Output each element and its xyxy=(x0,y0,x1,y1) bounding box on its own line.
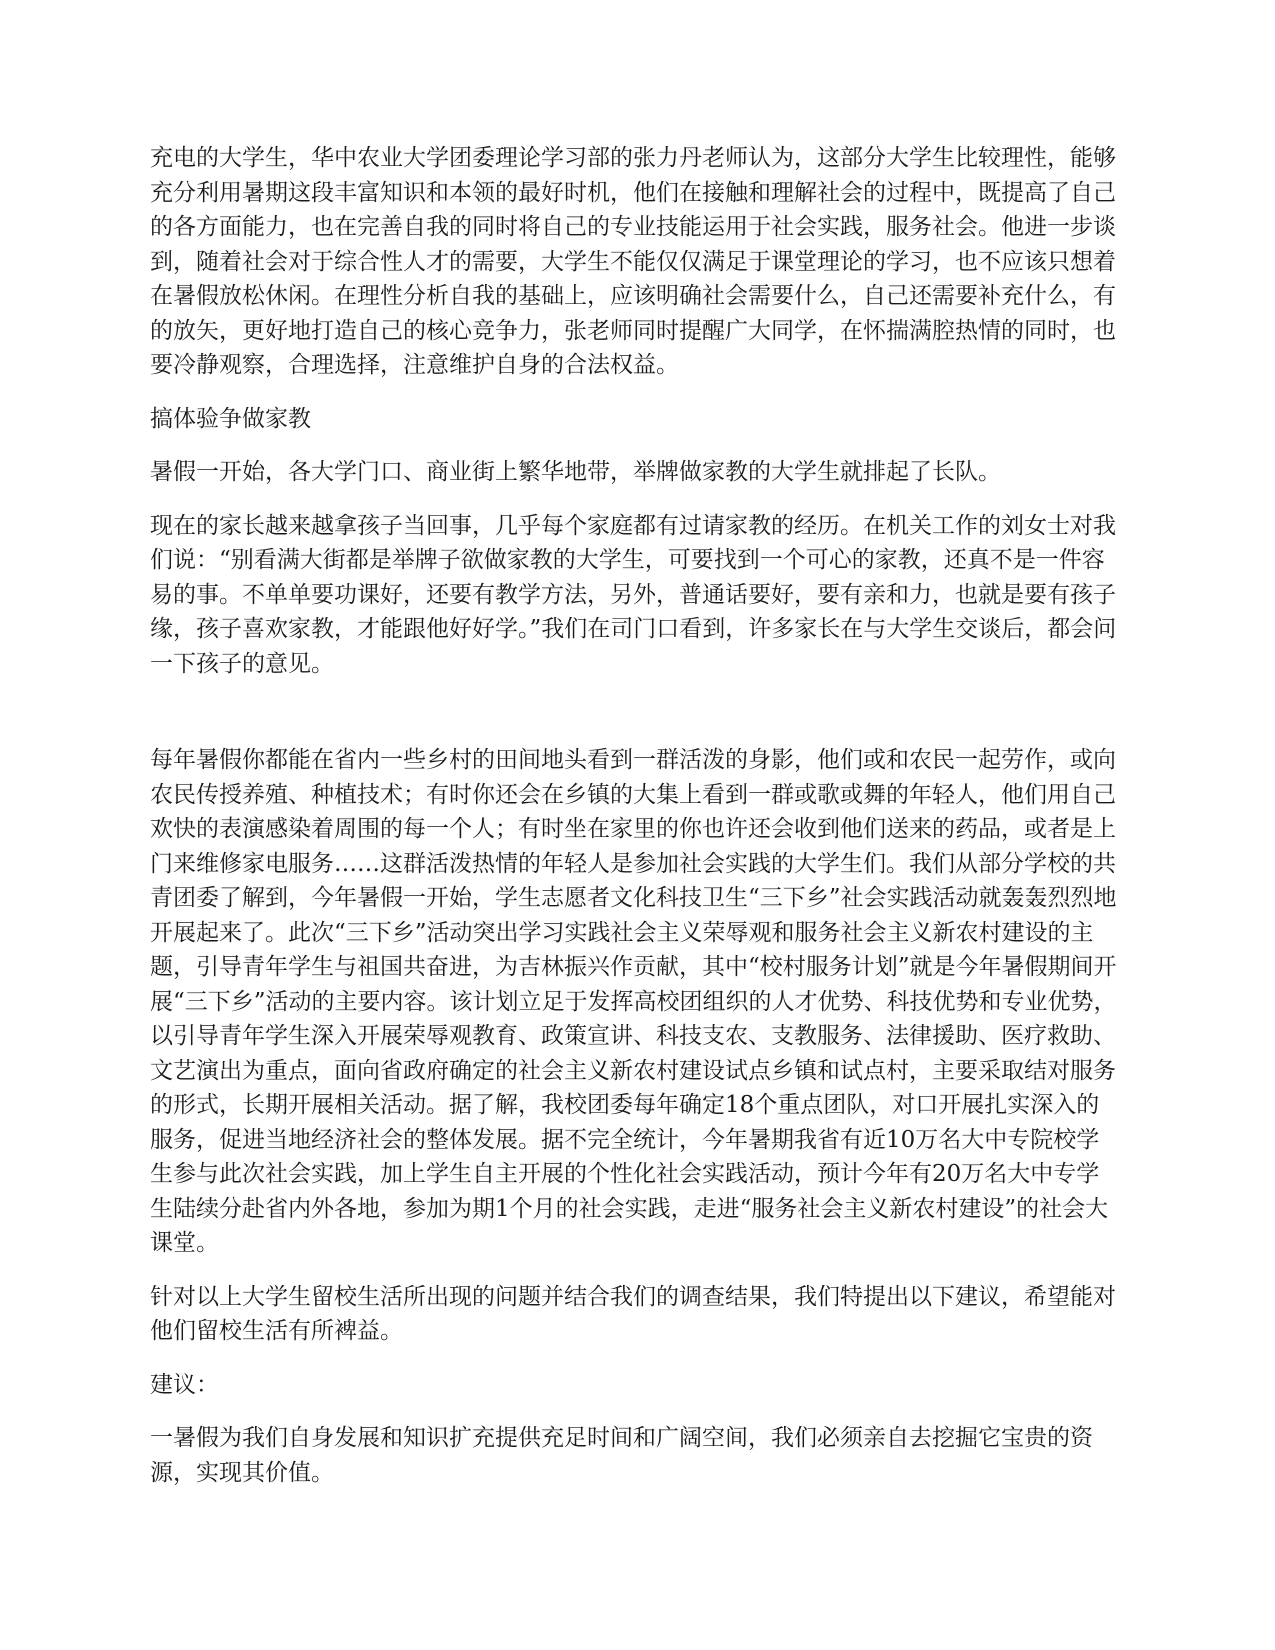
paragraph-parents: 现在的家长越来越拿孩子当回事，几乎每个家庭都有过请家教的经历。在机关工作的刘女士对我们说：“别看满大街都是举牌子欲做家教的大学生，可要找到一个可心的家教，还真不是一件容易的事。不单单要功课好，还要有教学方法，另外，普通话要好，要有亲和力，也就是要有孩子缘，孩子喜欢家教，才能跟他好好学。”我们在司门口看到，许多家长在与大学生交谈后，都会问一下孩子的意见。 xyxy=(150,512,1117,677)
paragraph-suggestion-one: 一暑假为我们自身发展和知识扩充提供充足时间和广阔空间，我们必须亲自去挖掘它宝贵的资源，实现其价值。 xyxy=(150,1425,1093,1486)
document-page xyxy=(150,141,1120,1509)
suggestion-heading: 建议： xyxy=(150,1371,219,1398)
paragraph-social-practice: 每年暑假你都能在省内一些乡村的田间地头看到一群活泼的身影，他们或和农民一起劳作，或向农民传授养殖、种植技术；有时你还会在乡镇的大集上看到一群或歌或舞的年轻人，他们用自己欢快的表演感染着周围的每一个人；有时坐在家里的你也许还会收到他们送来的药品，或者是上门来维修家电服务……这群活泼热情的年轻人是参加社会实践的大学生们。我们从部分学校的共青团委了解到，今年暑假一开始，学生志愿者文化科技卫生“三下乡”社会实践活动就轰轰烈烈地开展起来了。此次“三下乡”活动突出学习实践社会主义荣辱观和服务社会主义新农村建设的主题，引导青年学生与祖国共奋进，为吉林振兴作贡献，其中“校村服务计划”就是今年暑假期间开展“三下乡”活动的主要内容。该计划立足于发挥高校团组织的人才优势、科技优势和专业优势，以引导青年学生深入开展荣辱观教育、政策宣讲、科技支农、支教服务、法律援助、医疗救助、文艺演出为重点，面向省政府确定的社会主义新农村建设试点乡镇和试点村，主要采取结对服务的形式，长期开展相关活动。据了解，我校团委每年确定18个重点团队，对口开展扎实深入的服务，促进当地经济社会的整体发展。据不完全统计，今年暑期我省有近10万名大中专院校学生参与此次社会实践，加上学生自主开展的个性化社会实践活动，预计今年有20万名大中专学生陆续分赴省内外各地，参加为期1个月的社会实践，走进“服务社会主义新农村建设”的社会大课堂。 xyxy=(150,747,1117,1256)
paragraph-suggestion-intro: 针对以上大学生留校生活所出现的问题并结合我们的调查结果，我们特提出以下建议，希望能对他们留校生活有所裨益。 xyxy=(150,1283,1116,1344)
paragraph-intro: 充电的大学生，华中农业大学团委理论学习部的张力丹老师认为，这部分大学生比较理性，能够充分利用暑期这段丰富知识和本领的最好时机，他们在接触和理解社会的过程中，既提高了自己的各方面能力，也在完善自我的同时将自己的专业技能运用于社会实践，服务社会。他进一步谈到，随着社会对于综合性人才的需要，大学生不能仅仅满足于课堂理论的学习，也不应该只想着在暑假放松休闲。在理性分析自我的基础上，应该明确社会需要什么，自己还需要补充什么，有的放矢，更好地打造自己的核心竞争力，张老师同时提醒广大同学，在怀揣满腔热情的同时，也要冷静观察，合理选择，注意维护自身的合法权益。 xyxy=(150,145,1116,378)
section-heading-tutoring: 搞体验争做家教 xyxy=(150,405,311,432)
paragraph-tutoring-queue: 暑假一开始，各大学门口、商业街上繁华地带，举牌做家教的大学生就排起了长队。 xyxy=(150,459,1001,485)
